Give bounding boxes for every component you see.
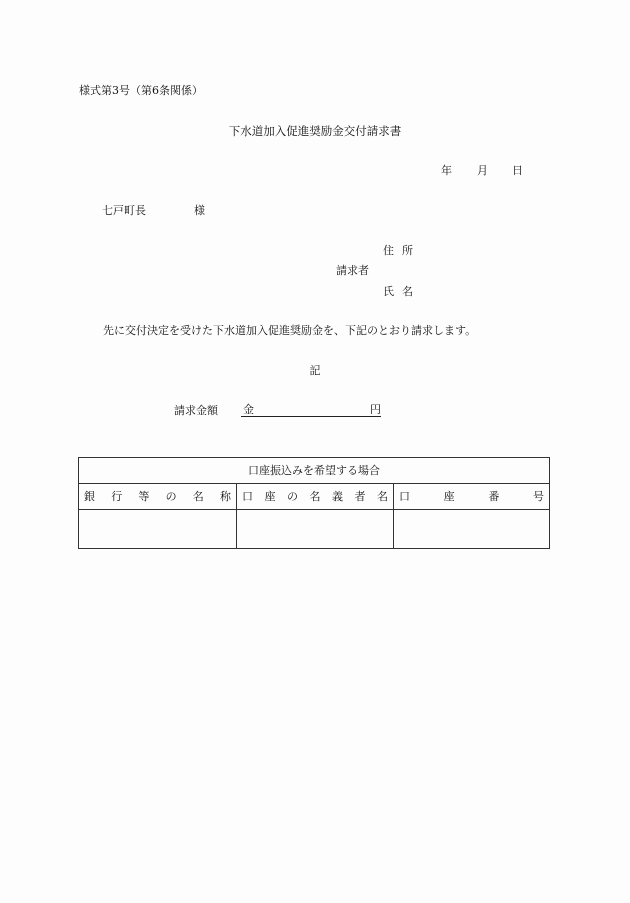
address-label: 住所 <box>383 244 421 257</box>
form-number: 様式第3号（第6条関係） <box>79 84 203 97</box>
bank-name-cell[interactable] <box>79 510 237 548</box>
column-account-holder: 口座の名義者名 <box>237 484 394 510</box>
date-year-label: 年 <box>441 164 452 177</box>
claimant-label: 請求者 <box>336 264 369 277</box>
column-bank-name: 銀行等の名称 <box>79 484 237 510</box>
amount-field[interactable] <box>241 401 381 417</box>
bank-transfer-table <box>78 457 550 549</box>
ki-heading: 記 <box>309 364 321 377</box>
account-holder-cell[interactable] <box>237 510 394 548</box>
request-statement: 先に交付決定を受けた下水道加入促進奨励金を、下記のとおり請求します。 <box>103 324 477 337</box>
document-title: 下水道加入促進奨励金交付請求書 <box>228 124 402 138</box>
account-number-cell[interactable] <box>394 510 549 548</box>
addressee-honorific: 様 <box>194 204 205 217</box>
name-label: 氏名 <box>383 285 421 298</box>
bank-table-header: 口座振込みを希望する場合 <box>79 458 549 484</box>
date-day-label: 日 <box>512 164 523 177</box>
amount-unit: 円 <box>370 403 381 416</box>
amount-prefix: 金 <box>243 403 254 416</box>
column-account-number: 口座番号 <box>394 484 549 510</box>
addressee-name: 七戸町長 <box>102 204 146 217</box>
date-month-label: 月 <box>477 164 488 177</box>
amount-label: 請求金額 <box>174 404 218 417</box>
